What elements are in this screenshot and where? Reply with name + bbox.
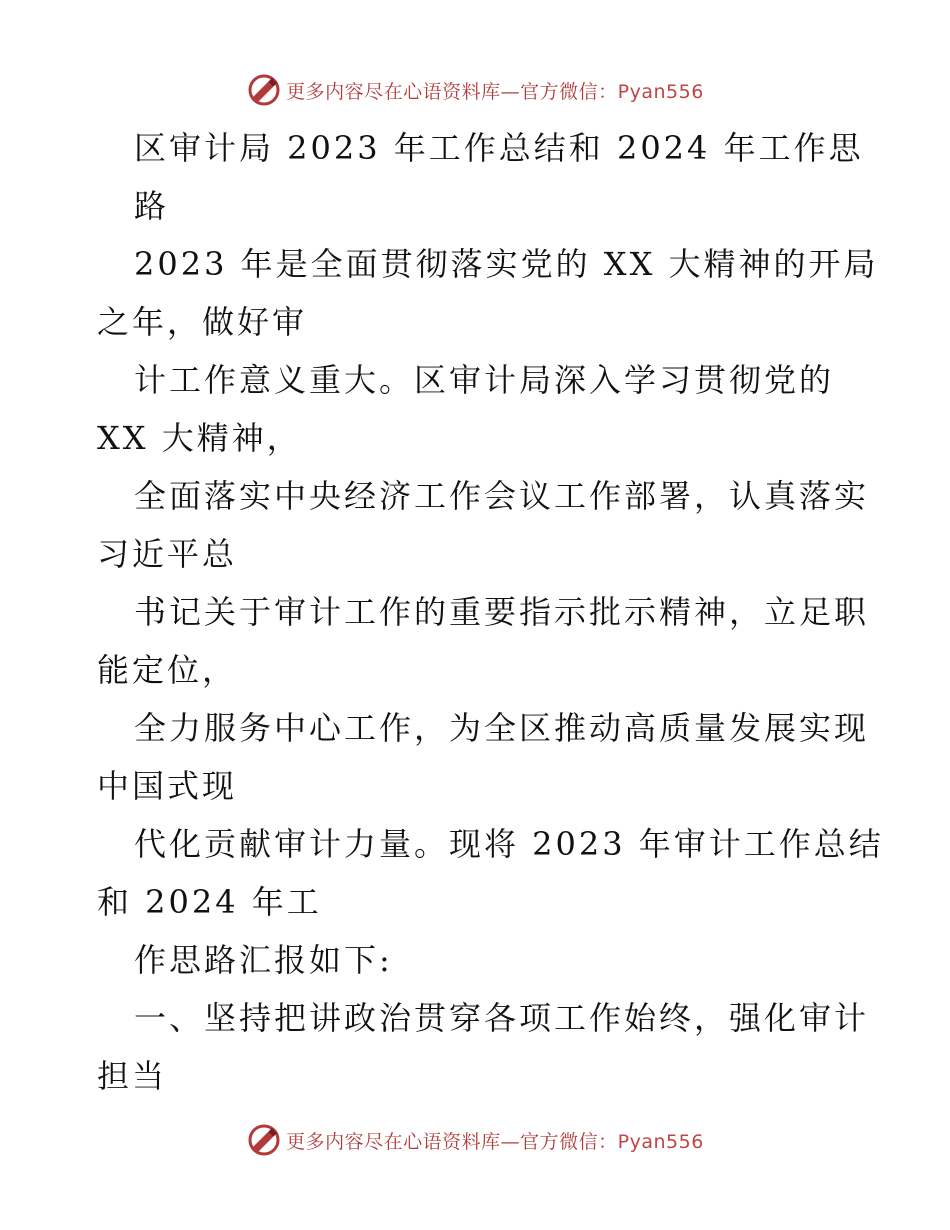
paragraph-line: 中国式现: [97, 767, 238, 805]
document-title-line: 区审计局 2023 年工作总结和 2024 年工作思: [134, 129, 864, 167]
footer-watermark-banner: [0, 1120, 950, 1160]
section-heading-line: 一、坚持把讲政治贯穿各项工作始终，强化审计: [134, 999, 870, 1037]
pen-logo-icon: [246, 1122, 282, 1158]
paragraph-line: 书记关于审计工作的重要指示批示精神，立足职: [134, 593, 870, 631]
paragraph-line: 能定位，: [97, 651, 238, 689]
pen-logo-icon: [246, 72, 282, 108]
paragraph-line: 全面落实中央经济工作会议工作部署，认真落实: [134, 477, 870, 515]
paragraph-line: 代化贡献审计力量。现将 2023 年审计工作总结: [134, 825, 884, 863]
header-watermark-banner: [0, 70, 950, 110]
document-title-line: 路: [134, 187, 170, 225]
watermark-text: 更多内容尽在心语资料库—官方微信：Pyan556: [286, 80, 704, 103]
section-heading-line: 担当: [97, 1057, 168, 1095]
paragraph-line: 之年，做好审: [97, 303, 308, 341]
paragraph-line: XX 大精神，: [97, 419, 302, 457]
wechat-handle: Pyan556: [617, 1130, 704, 1153]
paragraph-line: 计工作意义重大。区审计局深入学习贯彻党的: [134, 361, 835, 399]
paragraph-line: 和 2024 年工: [97, 883, 322, 921]
watermark-text: 更多内容尽在心语资料库—官方微信：Pyan556: [286, 1130, 704, 1153]
paragraph-line: 习近平总: [97, 535, 238, 573]
paragraph-line: 2023 年是全面贯彻落实党的 XX 大精神的开局: [134, 245, 879, 283]
wechat-handle: Pyan556: [617, 80, 704, 103]
paragraph-line: 全力服务中心工作，为全区推动高质量发展实现: [134, 709, 870, 747]
paragraph-line: 作思路汇报如下:: [134, 941, 393, 979]
